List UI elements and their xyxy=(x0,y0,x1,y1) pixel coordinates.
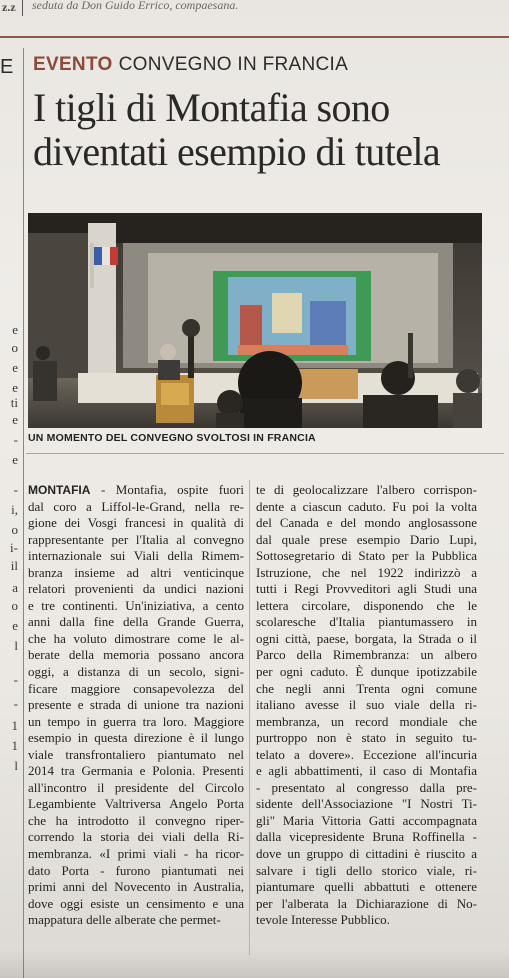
article-line xyxy=(28,598,244,615)
article-line xyxy=(28,499,244,516)
article-line-text: mappatura delle alberate che permet- xyxy=(28,912,221,928)
article-line xyxy=(28,879,244,896)
article-line-text: dato Porta - furono piantumati nei xyxy=(28,862,244,878)
margin-fragment: e xyxy=(12,360,18,375)
article-line-text: presente e strada di unione tra nazioni xyxy=(28,697,244,713)
article-line xyxy=(28,681,244,698)
article-line xyxy=(256,482,477,499)
article-line-text: che ha introdotto il convegno riper- xyxy=(28,812,244,828)
article-line xyxy=(28,763,244,780)
article-line-text: membranza, un record mondiale che xyxy=(256,713,477,729)
article-line-text: dal coro a Liffol-le-Grand, nella re- xyxy=(28,498,244,514)
article-column-divider xyxy=(249,480,250,955)
article-line-text: - Montafia, ospite fuori xyxy=(90,482,244,497)
article-line-text: rappresentante per l'Italia al convegno xyxy=(28,531,244,547)
article-line-text: per l'alberata la Dichiarazione di No- xyxy=(256,895,477,911)
article-line xyxy=(256,548,477,565)
article-line-text: Parco della Rimembranza: un albero xyxy=(256,647,477,663)
article-line xyxy=(256,896,477,913)
article-line xyxy=(256,565,477,582)
article-line-text: del Canada e del mondo anglosassone xyxy=(256,515,477,531)
article-line xyxy=(28,863,244,880)
article-line xyxy=(28,532,244,549)
article-line-text: esempio in questa direzione è il lungo xyxy=(28,730,244,746)
article-line xyxy=(256,581,477,598)
margin-fragment: 1 xyxy=(11,718,18,733)
article-line xyxy=(28,780,244,797)
caption-rule xyxy=(26,453,504,454)
article-line xyxy=(256,796,477,813)
article-line-text: berate della memoria possano ancora xyxy=(28,647,244,663)
margin-fragment: e xyxy=(12,412,18,427)
article-line xyxy=(256,697,477,714)
article-line xyxy=(28,912,244,929)
article-line-text: italiano avesse il suo viale della ri- xyxy=(256,697,477,713)
margin-fragment: - xyxy=(13,482,18,497)
article-line xyxy=(28,631,244,648)
article-line xyxy=(256,829,477,846)
margin-fragment: e xyxy=(12,618,18,633)
article-line-text: e tre continenti. Un'iniziativa, a cento xyxy=(28,597,244,613)
article-line-text: dal quale prese esempio Dario Lupi, xyxy=(256,531,477,547)
article-line xyxy=(28,714,244,731)
article-line-text: telato a dovere». Eccezione all'incuria xyxy=(256,746,477,762)
article-line-text: correndo la storia dei viali della Ri- xyxy=(28,829,244,845)
margin-fragment: i- xyxy=(10,540,18,555)
article-line xyxy=(256,499,477,516)
article-line xyxy=(28,581,244,598)
article-line-text: ficare maggiore consapevolezza del xyxy=(28,680,244,696)
article-line xyxy=(256,813,477,830)
top-fragment-divider xyxy=(22,0,23,16)
margin-fragment: - xyxy=(13,696,18,711)
article-line-text: all'incontro il presidente del Circolo xyxy=(28,779,244,795)
article-kicker xyxy=(33,54,348,76)
article-line-text: te di geolocalizzare l'albero corrispon- xyxy=(256,482,477,497)
article-line xyxy=(28,515,244,532)
headline-line-2: diventati esempio di tutela xyxy=(33,129,441,174)
margin-fragment: o xyxy=(11,340,18,355)
headline xyxy=(33,86,503,174)
article-line-text: gli" Maria Vittoria Gatti accompagnata xyxy=(256,812,477,828)
margin-fragment: - xyxy=(13,672,18,687)
article-line-text: dove oggi esiste un censimento e una xyxy=(28,895,244,911)
article-line xyxy=(28,730,244,747)
header-rule xyxy=(0,36,509,38)
article-line-text: Sottosegretario di Stato per la Pubblica xyxy=(256,548,477,564)
article-line xyxy=(256,747,477,764)
article-line-text: dente a ciascun caduto. Fu poi la volta xyxy=(256,498,477,514)
top-fragment-left: z.z xyxy=(2,0,16,14)
article-line-text: salvare i tigli dello storico viale, ri- xyxy=(256,862,477,878)
article-line-text: piantumare quelli abbattuti e ottenere xyxy=(256,879,477,895)
article-line-text: Legambiente Valtriversa Angelo Porta xyxy=(28,796,244,812)
margin-fragment: l xyxy=(14,758,18,773)
article-line xyxy=(256,714,477,731)
article-line xyxy=(28,697,244,714)
article-line xyxy=(256,879,477,896)
conference-photo-illustration xyxy=(28,213,482,428)
column-divider xyxy=(23,48,24,978)
article-line xyxy=(28,565,244,582)
article-line-text: Istruzione, che nel 1922 indirizzò a xyxy=(256,564,477,580)
margin-fragment: i, xyxy=(11,502,18,517)
article-line xyxy=(256,647,477,664)
margin-fragment: o xyxy=(11,598,18,613)
article-line xyxy=(28,548,244,565)
article-line xyxy=(256,681,477,698)
article-line xyxy=(256,532,477,549)
article-line-text: tutti i Regi Provveditori agli Studi una xyxy=(256,581,477,597)
article-line-text: dove un gruppo di cittadini è riuscito a xyxy=(256,846,477,862)
article-line xyxy=(256,846,477,863)
top-fragment-text: seduta da Don Guido Errico, compaesana. xyxy=(32,0,239,12)
article-line-text: scolaresche d'Italia piantumassero in xyxy=(256,614,477,630)
previous-article-fragment xyxy=(0,0,509,18)
article-line xyxy=(28,846,244,863)
article-line-text: gione dei Vosgi francesi in qualità di xyxy=(28,515,244,531)
article-line xyxy=(256,780,477,797)
article-column-2 xyxy=(256,482,477,929)
article-line-text: ogni città, paese, borgata, la Strada o il xyxy=(256,630,477,646)
article-line-text: e agli abbattimenti, il caso di Montafia xyxy=(256,763,477,779)
kicker-topic: CONVEGNO IN FRANCIA xyxy=(118,54,349,75)
margin-fragment: 1 xyxy=(11,738,18,753)
article-line-text: che negli anni Trenta ogni comune xyxy=(256,680,477,696)
article-line xyxy=(256,598,477,615)
article-line xyxy=(256,664,477,681)
article-line xyxy=(28,813,244,830)
article-line-text: internazionale sui Viali della Rimem- xyxy=(28,548,244,564)
article-line xyxy=(256,912,477,929)
article-line xyxy=(28,664,244,681)
adjacent-column-fragments xyxy=(0,40,22,978)
article-line-text: per ogni caduto. È dunque ipotizzabile xyxy=(256,664,477,680)
article-line-text: membranza. «I primi viali - ha ricor- xyxy=(28,846,244,862)
margin-fragment: - xyxy=(13,432,18,447)
margin-fragment: a xyxy=(12,580,18,595)
article-line xyxy=(28,829,244,846)
article-line xyxy=(28,796,244,813)
margin-fragment: l xyxy=(14,638,18,653)
article-line xyxy=(256,863,477,880)
article-line xyxy=(28,647,244,664)
article-line-text: anni dalla fine della Grande Guerra, xyxy=(28,614,244,630)
article-line xyxy=(256,730,477,747)
article-line-text: purtroppo non è stato in seguito tu- xyxy=(256,730,477,746)
article-line xyxy=(28,614,244,631)
article-line xyxy=(256,763,477,780)
article-line xyxy=(28,482,244,499)
article-line-text: un tempo in guerra tra loro. Maggiore xyxy=(28,713,244,729)
page-shadow xyxy=(0,950,509,978)
article-line-text: dalla vicepresidente Bruna Roffinella - xyxy=(256,829,477,845)
article-dateline: MONTAFIA xyxy=(28,483,91,497)
margin-fragment: e xyxy=(12,380,18,395)
article-column-1 xyxy=(28,482,244,929)
margin-fragment: il xyxy=(10,558,18,573)
article-line xyxy=(256,515,477,532)
article-line-text: branza insieme ad altri venticinque xyxy=(28,564,244,580)
conference-photo xyxy=(28,213,482,428)
article-line-text: lettera circolare, disponendo che le xyxy=(256,597,477,613)
photo-caption: UN MOMENTO DEL CONVEGNO SVOLTOSI IN FRANCIA xyxy=(28,432,316,444)
article-line xyxy=(256,614,477,631)
article-line-text: che ha voluto dimostrare come le al- xyxy=(28,630,244,646)
article-line-text: tevole Interesse Pubblico. xyxy=(256,912,390,928)
margin-fragment: e xyxy=(12,322,18,337)
article-line-text: 2014 tra Germania e Polonia. Presenti xyxy=(28,763,244,779)
article-line xyxy=(28,896,244,913)
article-line-text: relatori provenienti da undici nazioni xyxy=(28,581,244,597)
adjacent-column-letter: E xyxy=(0,56,14,78)
margin-fragment: ti xyxy=(10,395,18,410)
article-line xyxy=(256,631,477,648)
article-line xyxy=(28,747,244,764)
margin-fragment: o xyxy=(11,522,18,537)
kicker-category: EVENTO xyxy=(33,54,113,75)
article-line-text: viale transfrontaliero piantumato nel xyxy=(28,746,244,762)
headline-line-1: I tigli di Montafia sono xyxy=(33,85,390,130)
article-line-text: primi anni del Novecento in Australia, xyxy=(28,879,244,895)
article-line-text: oggi, a distanza di un secolo, signi- xyxy=(28,664,244,680)
article-line-text: - presentato al congresso dalla pre- xyxy=(256,779,477,795)
margin-fragment: e xyxy=(12,452,18,467)
article-line-text: sidente dell'Associazione "I Nostri Ti- xyxy=(256,796,477,812)
